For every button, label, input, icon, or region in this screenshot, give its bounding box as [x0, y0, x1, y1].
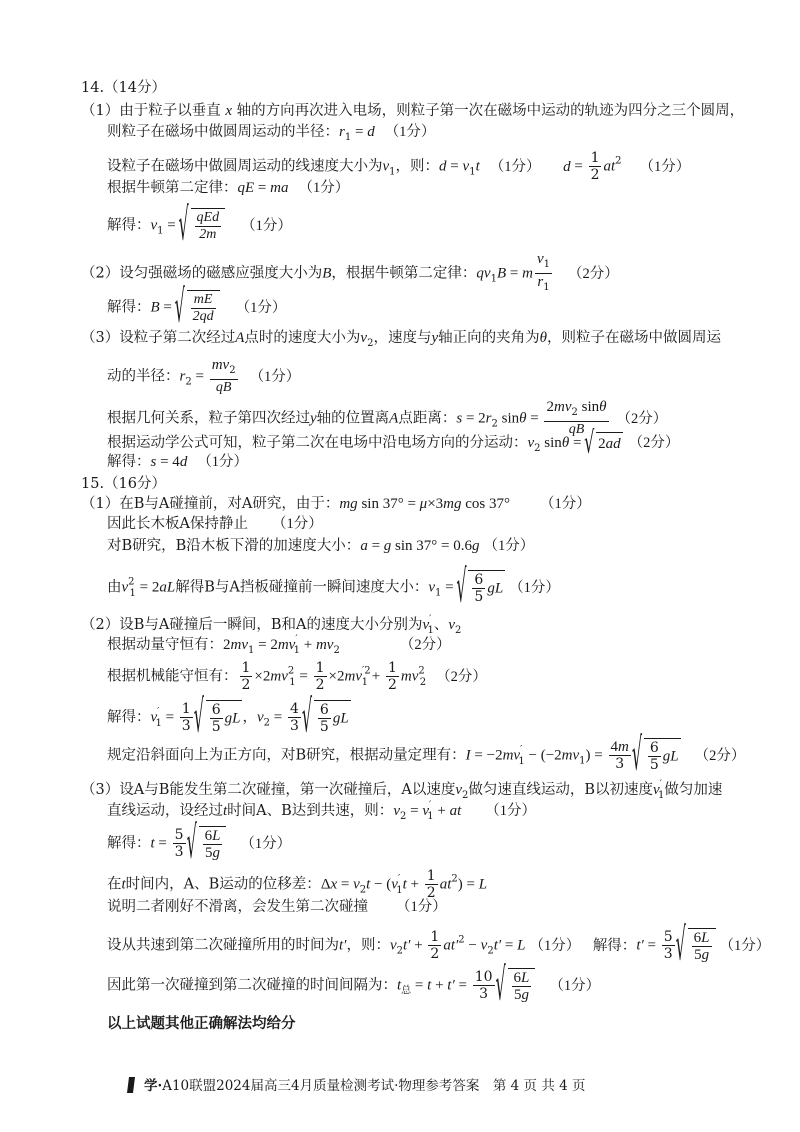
q15-p2-line2: 根据动量守恒有：$2mv_1 = 2mv'_1 + mv_2$ （2分）	[107, 634, 451, 656]
q15-heading: 15.（16分）	[81, 476, 167, 492]
page-footer: 学·A10联盟2024届高三4月质量检测考试·物理参考答案 第 4 页 共 4 页	[126, 1074, 586, 1098]
q15-p2-line1: （2）设B与A碰撞后一瞬间，B和A的速度大小分别为$v'_1$、$v_2$	[81, 614, 462, 636]
q14-p1-line5: 解得：$v_1$ = √ $\frac{\text{qEd}}{2m}$ （1分）	[107, 208, 292, 243]
q14-p1-line2: 则粒子在磁场中做圆周运动的半径：$r_1 = d$ （1分）	[107, 124, 436, 143]
closing-note: 以上试题其他正确解法均给分	[107, 1015, 296, 1032]
q15-p2-line4: 解得：$v'_1$ = $\frac{1}{3}$ √ $\frac{6}{5}$ gL ，$v_2$ = $\frac{4}{3}$ √ $\frac{6}{5}$ gL	[107, 700, 351, 735]
q15-p1-line1: （1）在B与A碰撞前，对A研究，由于：mg sin 37° = μ×3mg cos 37° （1分）	[81, 496, 591, 512]
q15-p3-line1: （3）设A与B能发生第二次碰撞，第一次碰撞后，A以速度$v_2$做匀速直线运动，B以初速度$v'_1$做匀加速	[81, 779, 723, 801]
q15-p1-line3: 对B研究，B沿木板下滑的加速度大小：a = g sin 37° = 0.6g （1分）	[107, 538, 535, 554]
q14-p3-line1: （3）设粒子第二次经过A点时的速度大小为$v_2$，速度与y轴正向的夹角为θ，则粒子在磁场中做圆周运	[81, 330, 721, 349]
q15-p2-line5: 规定沿斜面向上为正方向，对B研究，根据动量定理有：$I = -2mv'_1 - (-2mv_1)$ = $\frac{4m}{3}$ √ $\frac{6}{5}$ gL （2分）	[107, 738, 745, 773]
q14-p1-line3: 设粒子在磁场中做圆周运动的线速度大小为$v_1$，则：$d = v_1t$ （1分） d = $\frac{1}{2}$ $at^2$ （1分）	[107, 150, 691, 183]
q15-p3-line7: 因此第一次碰撞到第二次碰撞的时间间隔为：$t_总 = t + t'$ = $\frac{10}{3}$ √ $\frac{6L}{5g}$ （1分）	[107, 968, 600, 1003]
publisher-logo-icon	[126, 1076, 140, 1098]
q15-p3-line5: 说明二者刚好不滑离，会发生第二次碰撞 （1分）	[107, 899, 447, 915]
q14-p3-line4: 根据运动学公式可知，粒子第二次在电场中沿电场方向的分运动：$v_2$ sinθ = √ 2ad （2分）	[107, 432, 679, 459]
q15-p2-line3: 根据机械能守恒有： $\frac{1}{2}$ $\times 2mv^2_1$ = $\frac{1}{2}$ $\times 2mv^{'2}_1$ + $\frac{1}{2}$ $mv^2_2$ （2分）	[107, 660, 487, 693]
q14-p3-line2: 动的半径：$r_2$ = $\frac{mv_2}{qB}$ （1分）	[107, 357, 301, 395]
q15-p3-line4: 在t时间内，A、B运动的位移差：$\Delta x = v_2t - (v'_1t$ + $\frac{1}{2}$ $at^2) = L$	[107, 868, 488, 901]
q15-p1-line4: 由$v^2_1 = 2aL$解得B与A挡板碰撞前一瞬间速度大小：$v_1$ = √ $\frac{6}{5}$ gL （1分）	[107, 570, 560, 605]
q14-heading: 14.（14分）	[81, 80, 167, 96]
q14-p2-line2: 解得：B = √ $\frac{mE}{2qd}$ （1分）	[107, 290, 286, 325]
q15-p1-line2: 因此长木板A保持静止 （1分）	[107, 516, 323, 532]
q14-p3-line5: 解得：s = 4d （1分）	[107, 454, 249, 470]
q15-p3-line6: 设从共速到第二次碰撞所用的时间为t′，则：$v_2t'$ + $\frac{1}{2}$ $at'^2 - v_2t' = L$ （1分） 解得：t′ = $\frac{5}{3}$ √ $\frac{6L}{5g}$ （1分）	[107, 928, 770, 963]
q14-p1-line4: 根据牛顿第二定律：qE = ma （1分）	[107, 180, 350, 196]
q15-p3-line2: 直线运动，设经过t时间A、B达到共速，则：$v_2 = v'_1$ + at （1分）	[107, 800, 537, 822]
q14-p3-line3: 根据几何关系，粒子第四次经过y轴的位置离A点距离：$s = 2r_2$ sinθ = $\frac{2mv_2 \sin\theta}{qB}$ （2分）	[107, 399, 668, 437]
q15-p3-line3: 解得：t = $\frac{5}{3}$ √ $\frac{6L}{5g}$ （1分）	[107, 826, 291, 861]
q14-p1-line1: （1）由于粒子以垂直 x 轴的方向再次进入电场，则粒子第一次在磁场中运动的轨迹为四分之三个圆周，	[81, 103, 745, 119]
q14-p2-line1: （2）设匀强磁场的磁感应强度大小为B，根据牛顿第二定律：$qv_1B = m$ $\frac{v_1}{r_1}$ （2分）	[81, 251, 619, 293]
